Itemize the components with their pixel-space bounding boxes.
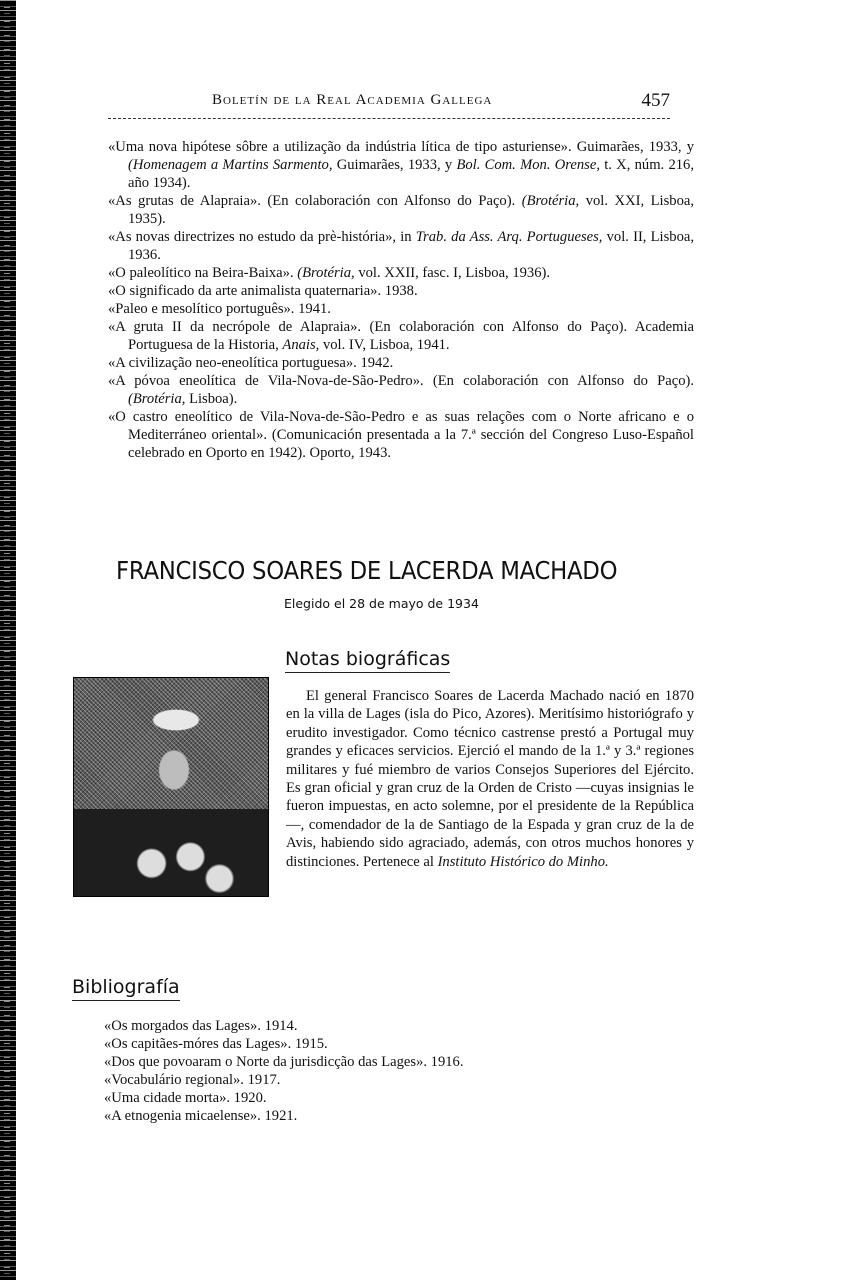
header-rule bbox=[108, 118, 670, 119]
bibliography-list bbox=[104, 1017, 624, 1125]
bibliography-heading: Bibliografía bbox=[72, 976, 180, 1001]
bibliography-entry: «A gruta II da necrópole de Alapraia». (En colaboración con Alfonso do Paço). Academia Portuguesa de la Historia, Anais, vol. IV, Lisboa, 1941. bbox=[108, 319, 694, 353]
bibliography-entry: «A civilização neo-eneolítica portuguesa». 1942. bbox=[108, 355, 394, 371]
bibliography-entry: «Paleo e mesolítico português». 1941. bbox=[108, 301, 331, 317]
member-name: FRANCISCO SOARES DE LACERDA MACHADO bbox=[116, 556, 618, 585]
biographical-notes-text bbox=[72, 687, 694, 897]
page-number: 457 bbox=[641, 90, 670, 111]
biographical-notes-heading: Notas biográficas bbox=[285, 648, 450, 673]
bibliography-entry: «A etnogenia micaelense». 1921. bbox=[104, 1108, 298, 1124]
bibliography-entry: «Uma nova hipótese sôbre a utilização da indústria lítica de tipo asturiense». Guimarães, 1933, y (Homenagem a Martins Sarmento, Guimarães, 1933, y Bol. Com. Mon. Orense, t. X, núm. 216, año 1934). bbox=[108, 139, 694, 191]
bibliography-entry: «Os capitães-móres das Lages». 1915. bbox=[104, 1036, 328, 1052]
bibliography-entry: «A póvoa eneolítica de Vila-Nova-de-São-Pedro». (En colaboración con Alfonso do Paço). (Brotéria, Lisboa). bbox=[108, 373, 694, 407]
bio-paragraph: El general Francisco Soares de Lacerda Machado nació en 1870 en la villa de Lages (isla do Pico, Azores). Meritísimo historiógrafo y erudito investigador. Como técnico castrense prestó a Portugal muy grandes y eficaces servicios. Ejerció el mando de la 1.ª y 3.ª regiones militares y fué miembro de varios Consejos Superiores del Ejército. Es gran oficial y gran cruz de la Orden de Cristo —cuyas insignias le fueron impuestas, en acto solemne, por el presidente de la República—, comendador de la de Santiago de la Espada y gran cruz de la de Avis, habiendo sido agraciado, además, con otros muchos honores y distinciones. Pertenece al Instituto Histórico do Minho. bbox=[286, 688, 694, 870]
bibliography-entry: «Vocabulário regional». 1917. bbox=[104, 1072, 281, 1088]
bibliography-entry: «Dos que povoaram o Norte da jurisdicção das Lages». 1916. bbox=[104, 1054, 464, 1070]
portrait-spacer bbox=[72, 687, 286, 897]
running-title: Boletín de la Real Academia Gallega bbox=[212, 92, 493, 108]
bibliography-entry: «O castro eneolítico de Vila-Nova-de-São-Pedro e as suas relações com o Norte africano e o Mediterráneo oriental». (Comunicación presentada a la 7.ª sección del Congreso Luso-Español celebrado en Oporto en 1942). Oporto, 1943. bbox=[108, 409, 694, 461]
running-head bbox=[108, 90, 670, 114]
bibliography-entry: «O significado da arte animalista quaternaria». 1938. bbox=[108, 283, 418, 299]
bibliography-entry: «O paleolítico na Beira-Baixa». (Brotéria, vol. XXII, fasc. I, Lisboa, 1936). bbox=[108, 265, 551, 281]
previous-bibliography-list bbox=[108, 138, 694, 462]
bibliography-entry: «As novas directrizes no estudo da prè-história», in Trab. da Ass. Arq. Portugueses, vol. II, Lisboa, 1936. bbox=[108, 229, 695, 263]
scan-border bbox=[0, 0, 16, 1280]
election-date: Elegido el 28 de mayo de 1934 bbox=[284, 596, 479, 611]
bibliography-entry: «As grutas de Alapraia». (En colaboración con Alfonso do Paço). (Brotéria, vol. XXI, Lisboa, 1935). bbox=[108, 193, 695, 227]
bibliography-entry: «Uma cidade morta». 1920. bbox=[104, 1090, 267, 1106]
bibliography-entry: «Os morgados das Lages». 1914. bbox=[104, 1018, 298, 1034]
